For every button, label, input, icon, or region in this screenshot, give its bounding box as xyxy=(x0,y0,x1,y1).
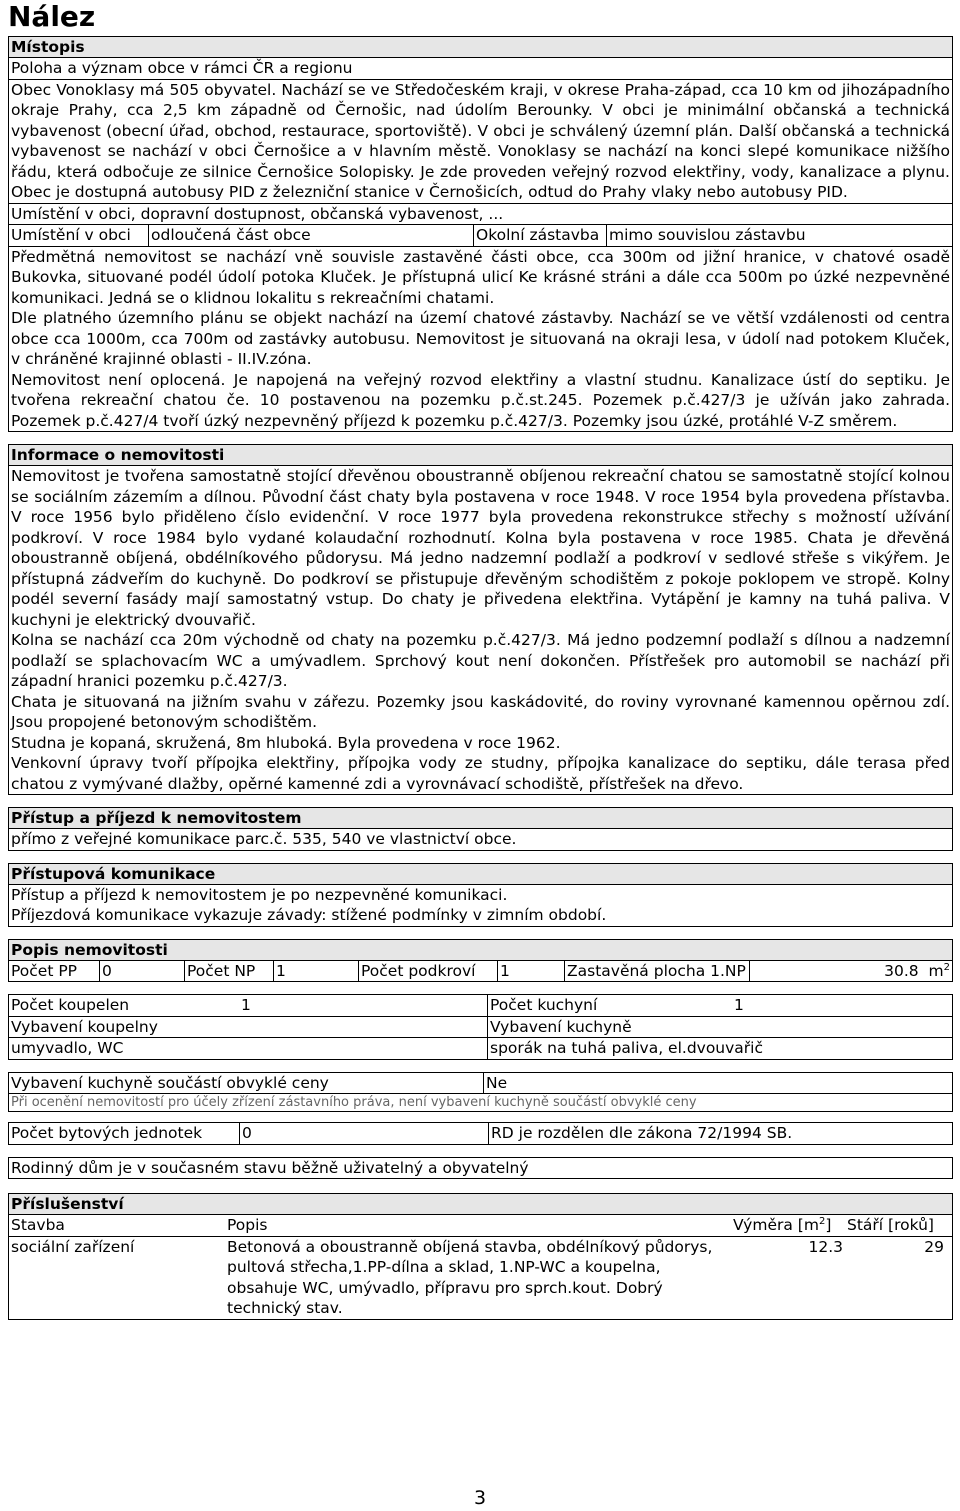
row-stavba: sociální zařízení xyxy=(11,1237,135,1256)
pocet-kuchyni-value: 1 xyxy=(734,996,744,1014)
section-header-informace: Informace o nemovitosti xyxy=(8,444,953,466)
kuchyne-soucasti-table xyxy=(8,1072,953,1113)
mistopis-subheader: Poloha a význam obce v rámci ČR a regionu xyxy=(9,58,952,80)
row-stari: 29 xyxy=(924,1237,944,1256)
col-popis: Popis xyxy=(227,1216,268,1234)
section-header-popis: Popis nemovitosti xyxy=(8,939,953,961)
col-stari: Stáří [roků] xyxy=(847,1216,934,1234)
pocet-np-value: 1 xyxy=(274,961,359,982)
col-stavba: Stavba xyxy=(11,1216,65,1234)
col-vymera-text: Výměra [m xyxy=(733,1216,819,1234)
pristup-text: přímo z veřejné komunikace parc.č. 535, 540 ve vlastnictví obce. xyxy=(11,830,517,848)
section-header-pristup: Přístup a příjezd k nemovitostem xyxy=(8,807,953,829)
kuchyne-soucasti-label: Vybavení kuchyně součástí obvyklé ceny xyxy=(11,1073,329,1092)
zastavena-plocha-value xyxy=(750,961,953,982)
bytove-jednotky-table xyxy=(8,1122,953,1145)
umisteni-value: odloučená část obce xyxy=(149,225,474,246)
col-vymera xyxy=(731,1215,845,1236)
zastavba-value: mimo souvislou zástavbu xyxy=(607,225,953,246)
popis-counts-table xyxy=(8,961,953,983)
page-title: Nález xyxy=(8,0,96,33)
mistopis-paragraph-3: Nemovitost není oplocená. Je napojená na veřejný rozvod elektřiny a vlastní studnu. Kanalizace ústí do septiku. Je tvořena rekreační chatou če. 10 postavenou na pozemku p.č.st.245. Pozemek p.č.427/3 je užíván jako zahrada. Pozemek p.č.427/4 tvoří úzký nezpevněný příjezd k pozemku p.č.427/3. Pozemky jsou úzké, protáhlé V-Z směrem. xyxy=(11,370,950,430)
section-komunikace xyxy=(8,885,953,927)
section-header-komunikace: Přístupová komunikace xyxy=(8,863,953,885)
komunikace-line-2: Příjezdová komunikace vykazuje závady: stížené podmínky v zimním období. xyxy=(11,906,607,924)
location-header: Umístění v obci, dopravní dostupnost, občanská vybavenost, ... xyxy=(9,203,952,226)
komunikace-line-1: Přístup a příjezd k nemovitostem je po nezpevněné komunikaci. xyxy=(11,885,508,904)
informace-paragraph-3: Chata je situovaná na jižním svahu v zářezu. Pozemky jsou kaskádovité, do roviny vyrovnané kamennou opěrnou zdí. Jsou propojené betonovým schodištěm. xyxy=(11,692,950,731)
kuchyne-note: Při ocenění nemovitostí pro účely zřízení zástavního práva, není vybavení kuchyně součástí obvyklé ceny xyxy=(11,1095,697,1110)
section-informace xyxy=(8,466,953,795)
informace-paragraph-5: Venkovní úpravy tvoří přípojka elektřiny, přípojka vody ze studny, přípojka kanalizace do septiku, dále terasa před chatou z vymývané dlažby, opěrné kamenné zdi a vyrovnávací schodiště, přístřešek na dřevo. xyxy=(11,754,950,793)
col-vymera-end: ] xyxy=(825,1216,832,1234)
informace-paragraph-4: Studna je kopaná, skružená, 8m hluboká. Byla provedena v roce 1962. xyxy=(11,733,561,752)
pocet-np-label: Počet NP xyxy=(185,961,274,982)
prislusenstvi-table xyxy=(8,1215,953,1320)
zastavena-plocha-unit: m xyxy=(928,961,944,980)
rodinny-dum-status: Rodinný dům je v současném stavu běžně uživatelný a obyvatelný xyxy=(8,1157,953,1180)
row-vymera: 12.3 xyxy=(808,1237,843,1256)
kuchyne-soucasti-value: Ne xyxy=(484,1072,953,1094)
umisteni-label: Umístění v obci xyxy=(11,226,131,244)
pocet-podkrovi-label: Počet podkroví xyxy=(359,961,498,982)
bytove-jednotky-value: 0 xyxy=(240,1123,489,1145)
popis-equipment-table xyxy=(8,994,953,1060)
section-mistopis xyxy=(8,58,953,432)
informace-paragraph-2: Kolna se nachází cca 20m východně od chaty na pozemku p.č.427/3. Má jedno podzemní podlaží s dílnou a nadzemní podlaží se splachovacím WC a umývadlem. Sprchový kout není dokončen. Přístřešek pro automobil se nachází při západní hranici pozemku p.č.427/3. xyxy=(11,631,950,690)
zastavena-plocha-label: Zastavěná plocha 1.NP xyxy=(565,961,750,982)
mistopis-paragraph-1: Předmětná nemovitost se nachází vně souvisle zastavěné části obce, cca 300m od jižní hranice, v chatové osadě Bukovka, situované podél údolí potoka Kluček. Je přístupná ulicí Ke krásné stráni a dále cca 500m po úzké nezpevněné komunikaci. Jedná se o klidnou lokalitu s rekreačními chatami. xyxy=(11,247,950,307)
bytove-jednotky-label: Počet bytových jednotek xyxy=(11,1124,203,1142)
zastavena-plocha-unit-sup: 2 xyxy=(943,961,950,973)
vybaveni-kuchyne-value: sporák na tuhá paliva, el.dvouvařič xyxy=(488,1038,953,1060)
table-row xyxy=(9,1236,953,1319)
document-page xyxy=(8,0,953,1320)
zastavba-label: Okolní zástavba xyxy=(474,225,607,246)
rd-text: RD je rozdělen dle zákona 72/1994 SB. xyxy=(489,1123,953,1145)
section-pristup xyxy=(8,829,953,851)
pocet-pp-label: Počet PP xyxy=(11,961,78,980)
pocet-kuchyni-label: Počet kuchyní xyxy=(488,995,733,1017)
mistopis-paragraph-2: Dle platného územního plánu se objekt nachází na území chatové zástavby. Nachází se ve větší vzdálenosti od centra obce cca 1000m, cca 700m od zastávky autobusu. Nemovitost je situovaná na okraji lesa, v údolí nad potokem Kluček, v chráněné krajinné oblasti - II.IV.zóna. xyxy=(11,309,950,368)
pocet-pp-value: 0 xyxy=(100,961,185,982)
vybaveni-koupelny-label: Vybavení koupelny xyxy=(9,1016,488,1038)
pocet-koupelen-label: Počet koupelen xyxy=(11,996,130,1014)
row-popis: Betonová a oboustranně obíjená stavba, obdélníkový půdorys, pultová střecha,1.PP-dílna a sklad, 1.NP-WC a koupelna, obsahuje WC, umývadlo, přípravu pro sprch.kout. Dobrý technický stav. xyxy=(227,1237,713,1317)
location-table xyxy=(9,225,952,246)
section-header-prislusenstvi: Příslušenství xyxy=(8,1193,953,1215)
mistopis-text: Obec Vonoklasy má 505 obyvatel. Nachází se ve Středočeském kraji, v okrese Praha-západ, cca 10 km od jihozápadního okraje Prahy, cca 2,5 km západně od Černošic, nad údolím Berounky. V obci je minimální občanská a technická vybavenost (obecní úřad, obchod, restaurace, sportoviště). V obci je schválený územní plán. Další občanská a technická vybavenost se nachází v obci Černošice a v hlavním městě. Vonoklasy se nachází na konci slepé komunikace nižšího řádu, která odbočuje ze silnice Černošice Solopisky. Je zde proveden veřejný rozvod elektřiny, vody, kanalizace a plynu. Obec je dostupná autobusy PID z železniční stanice v Černošicích, odtud do Prahy vlaky nebo autobusy PID. xyxy=(11,80,950,201)
prislusenstvi-header-row xyxy=(9,1215,953,1236)
vybaveni-koupelny-value: umyvadlo, WC xyxy=(11,1039,124,1057)
vybaveni-kuchyne-label: Vybavení kuchyně xyxy=(488,1016,953,1038)
pocet-koupelen-value: 1 xyxy=(241,996,251,1014)
zastavena-plocha-number: 30.8 xyxy=(884,961,919,980)
page-number: 3 xyxy=(473,1487,487,1509)
informace-paragraph-1: Nemovitost je tvořena samostatně stojící dřevěnou oboustranně obíjenou rekreační chatou se samostatně stojící kolnou se sociálním zázemím a dílnou. Původní část chaty byla postavena v roce 1948. V roce 1954 byla provedena přístavba. V roce 1956 bylo přiděleno číslo evidenční. V roce 1977 byla provedena rekonstrukce střechy s možností užívání podkroví. V roce 1984 bylo vydané kolaudační rozhodnutí. Kolna byla postavena v roce 1985. Chata je dřevěná oboustranně obíjená, obdélníkového půdorysu. Má jedno nadzemní podlaží a podkroví v sedlové střeše s vikýřem. Je přístupná zádveřím do kuchyně. Do podkroví se přistupuje dřevěným schodištěm z pokoje poklopem ve stropě. Kolny podél severní fasády mají samostatný vstup. Do chaty je přivedena elektřina. Vytápění je kamny na tuhá paliva. V kuchyni je elektrický dvouvařič. xyxy=(11,467,950,629)
col-vymera-sup: 2 xyxy=(818,1215,826,1227)
section-header-mistopis: Místopis xyxy=(8,36,953,58)
pocet-podkrovi-value: 1 xyxy=(498,961,565,982)
